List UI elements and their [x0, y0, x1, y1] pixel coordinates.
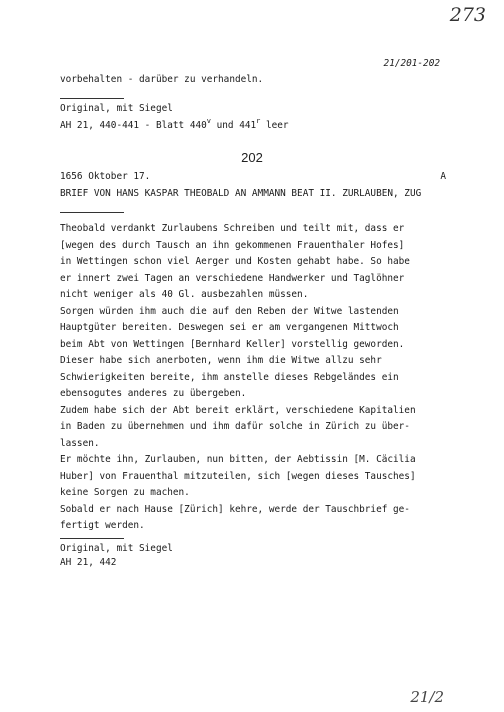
divider-3 — [60, 538, 124, 539]
body-line: Sobald er nach Hause [Zürich] kehre, werde der Tauschbrief ge- — [60, 503, 410, 515]
body-line: Hauptgüter bereiten. Deswegen sei er am vergangenen Mittwoch — [60, 322, 399, 333]
document-title: BRIEF VON HANS KASPAR THEOBALD AN AMMANN BEAT II. ZURLAUBEN, ZUG — [60, 188, 422, 199]
body-line: [wegen des durch Tausch an ihn gekommenen Frauenthaler Hofes] — [60, 239, 405, 251]
body-line: Theobald verdankt Zurlaubens Schreiben und teilt mit, dass er — [60, 223, 405, 234]
body-line: Zudem habe sich der Abt bereit erklärt, verschiedene Kapitalien — [60, 404, 416, 416]
handwritten-annotation: 21/2 — [410, 688, 444, 706]
source-ref: AH 21, 440-441 - Blatt 440 — [60, 120, 207, 131]
body-line: Sorgen würden ihm auch die auf den Reben der Witwe lastenden — [60, 305, 399, 317]
body-line: Er möchte ihn, Zurlauben, nun bitten, der Aebtissin [M. Cäcilia — [60, 454, 416, 465]
document-date: 1656 Oktober 17. — [60, 171, 151, 182]
document-number: 202 — [241, 150, 263, 165]
body-line: in Wettingen schon viel Aerger und Kosten gehabt habe. So habe — [60, 256, 410, 267]
body-line: keine Sorgen zu machen. — [60, 487, 190, 498]
body-line: in Baden zu übernehmen und ihm dafür solche in Zürich zu über- — [60, 421, 410, 432]
body-line: ebensogutes anderes zu übergeben. — [60, 388, 247, 399]
verso-sup: v — [206, 117, 211, 125]
archive-reference: 21/201-202 — [383, 58, 440, 69]
source-line-2 — [60, 117, 289, 131]
page-number: 273 — [449, 4, 486, 26]
body-line: Huber] von Frauenthal mitzuteilen, sich [wegen dieses Tausches] — [60, 470, 416, 482]
body-line: er innert zwei Tagen an verschiedene Handwerker und Taglöhner — [60, 272, 405, 284]
summary-body — [60, 221, 416, 535]
recto-sup: r — [256, 117, 261, 125]
body-line: fertigt werden. — [60, 520, 145, 531]
intro-line: vorbehalten - darüber zu verhandeln. — [60, 74, 264, 85]
source2-line-2: AH 21, 442 — [60, 557, 117, 568]
divider-2 — [60, 212, 124, 213]
source2-line-1: Original, mit Siegel — [60, 543, 173, 554]
body-line: beim Abt von Wettingen [Bernhard Keller] vorstellig geworden. — [60, 338, 405, 350]
body-line: Schwierigkeiten bereite, ihm anstelle dieses Rebgeländes ein — [60, 371, 399, 383]
body-line: lassen. — [60, 437, 100, 449]
divider-1 — [60, 98, 124, 99]
source-mid: und 441 — [210, 120, 257, 131]
body-line: Dieser habe sich anerboten, wenn ihm die Witwe allzu sehr — [60, 355, 382, 366]
letter-marker: A — [440, 171, 446, 182]
source-line-1: Original, mit Siegel — [60, 103, 173, 114]
source-post: leer — [260, 120, 289, 131]
body-line: nicht weniger als 40 Gl. ausbezahlen müssen. — [60, 289, 309, 300]
